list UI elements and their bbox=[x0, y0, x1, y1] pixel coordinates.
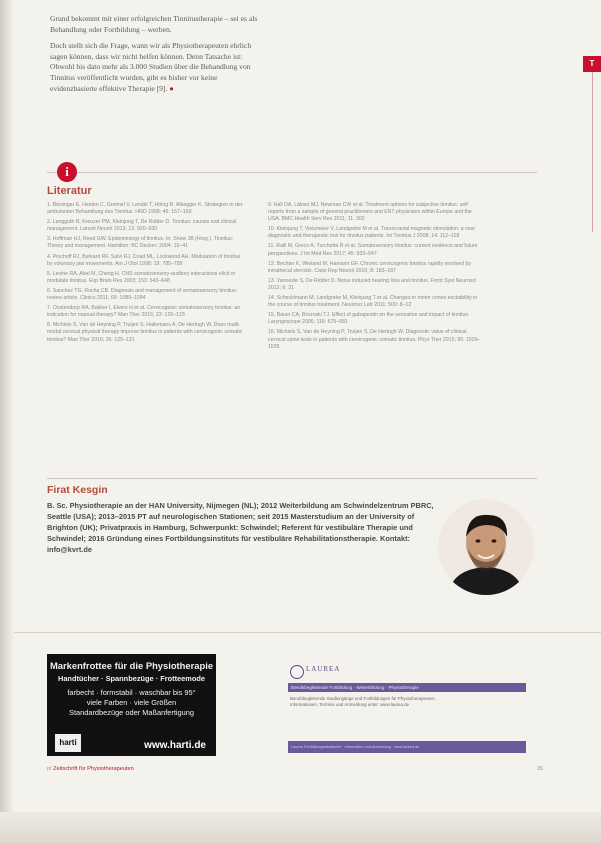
harti-feature-line: viele Farben · viele Größen bbox=[86, 698, 177, 707]
references-left-column bbox=[47, 202, 247, 347]
section-tab-line bbox=[592, 72, 593, 232]
laurea-body-line: Berufsbegleitende Studiengänge und Fortbildungen für Physiotherapeuten. bbox=[290, 696, 436, 701]
reference-item: 1. Biesinger E, Heiden C, Greimel V, Lendle T, Höing R, Albegger K. Strategien in der ambulanten Behandlung des Tinnitus. HNO 1998; 46: 157–169 bbox=[47, 202, 243, 216]
info-icon: i bbox=[57, 162, 77, 182]
reference-item: 10. Kleinjung T, Vielsmeier V, Landgrebe M et al. Transcranial magnetic stimulation: a new diagnostic and therapeutic tool for tinnitus patients. Int Tinnitus J 2008; 14: 112–118 bbox=[268, 226, 475, 240]
reference-item: 6. Sanchez TG, Rocha CB. Diagnosis and management of somatosensory tinnitus: review article. Clinics 2011; 66: 1089–1094 bbox=[47, 287, 238, 302]
reference-item: 7. Oostendorp RA, Bakker I, Elvers H et al. Cervicogenic somatosensory tinnitus: an indication for manual therapy? Man Ther 2016; 23: 120–123 bbox=[47, 305, 241, 319]
laurea-banner: Berufsbegleitende Fortbildung · Weiterbildung · Physiotherapie bbox=[288, 683, 526, 692]
intro-paragraph-2 bbox=[50, 41, 258, 94]
laurea-body-line: Informationen, Termine und Anmeldung unter: www.laurea.de bbox=[290, 702, 410, 708]
footer-journal-title: Zeitschrift für Physiotherapeuten bbox=[53, 766, 134, 772]
page-footer-left bbox=[47, 766, 134, 772]
harti-subhead: Handtücher · Spannbezüge · Frotteemode bbox=[57, 674, 205, 683]
author-bio: B. Sc. Physiotherapie an der HAN University, Nijmegen (NL); 2012 Weiterbildung am Schwindelzentrum PBRC, Seattle (USA); 2013–2015 PT auf neurologischen Stationen; seit 2015 Masterstudium an der University of Brighton (UK); Privatpraxis in Hamburg, Schwerpunkt: Schwindel; Referent für vestibuläre Therapie und Schwindel; 2016 Gründung eines Fortbildungsinstituts für vestibuläre Rehabilitationstherapie. Kontakt: info@kvrt.de bbox=[47, 501, 434, 554]
harti-logo: harti bbox=[55, 734, 81, 752]
reference-item: 8. Michiels S, Van de Heyning P, Truijen S, Hallemans A, De Hertogh W. Does multi-modal cervical physical therapy improve tinnitus in patients with cervicogenic somatic tinnitus? Man Ther 2016; 26: 125–131 bbox=[47, 322, 243, 343]
reference-item: 13. Vanneste S, De Ridder D. Noise induced hearing loss and tinnitus. Front Syst Neurosci 2012; 6: 31 bbox=[268, 277, 477, 291]
reference-item: 9. Hall DA, Láinez MJ, Newman CW et al. Treatment options for subjective tinnitus: self reports from a sample of general practitioners and ENT physicians within Europe and the USA. BMC Health Serv Res 2011; 11: 302 bbox=[268, 202, 472, 223]
footer-page-marker: pt bbox=[47, 766, 52, 772]
laurea-name: LAUREA bbox=[306, 665, 341, 673]
reference-item: 16. Michiels S, Van de Heyning P, Truijen S, De Hertogh W. Diagnostic value of clinical cervical spine tests in patients with cervicogenic somatic tinnitus. Phys Ther 2015; 95: 1529–1535 bbox=[268, 329, 481, 350]
ad-divider bbox=[14, 632, 601, 633]
reference-item: 5. Levine RA, Abel M, Cheng H. CNS somatosensory-auditory interactions elicit or modulate tinnitus. Exp Brain Res 2003; 153: 643–648 bbox=[47, 270, 236, 284]
literature-divider bbox=[47, 172, 537, 173]
literature-title: Literatur bbox=[47, 185, 92, 197]
harti-bottom-bar bbox=[53, 734, 210, 752]
laurea-body bbox=[290, 696, 524, 709]
reference-item: 11. Ralli M, Greco A, Turchetta R et al. Somatosensory tinnitus: current evidence and future perspectives. J Int Med Res 2017; 45: 933–947 bbox=[268, 243, 478, 257]
author-divider bbox=[47, 478, 537, 479]
intro-paragraph-1: Grund bekommt mit einer erfolgreichen Tinnitustherapie – sei es als Behandlung oder Fortbildung – werben. bbox=[50, 14, 258, 34]
author-portrait bbox=[438, 499, 534, 595]
end-mark-icon: ● bbox=[169, 83, 174, 93]
reference-item: 14. Schecklmann M, Landgrebe M, Kleinjung T et al. Changes in motor cortex excitability in the course of tinnitus treatment. Neurosci Lett 2011; 500: 8–12 bbox=[268, 295, 478, 309]
section-tab: T bbox=[583, 56, 601, 72]
harti-feature-line: farbecht · formstabil · waschbar bis 95° bbox=[67, 688, 196, 697]
harti-headline: Markenfrottee für die Physiotherapie bbox=[49, 660, 214, 671]
reference-item: 2. Langguth B, Kreuzer PM, Kleinjung T, De Ridder D. Tinnitus: causes and clinical management. Lancet Neurol 2013; 12: 920–930 bbox=[47, 219, 237, 233]
page-bottom-shadow bbox=[0, 812, 601, 843]
laurea-logo-icon bbox=[290, 665, 304, 679]
harti-feature-line: Standardbezüge oder Maßanfertigung bbox=[69, 708, 194, 717]
reference-item: 4. Pinchoff RJ, Burkard RF, Salvi RJ, Coad ML, Lockwood AH. Modulation of tinnitus by voluntary jaw movements. Am J Otol 1998; 19: 785–789 bbox=[47, 253, 241, 267]
reference-item: 12. Bechter K, Wieland M, Hamann GF. Chronic cervicogenic tinnitus rapidly resolved by intrathecal steroids. Case Rep Neurol 2016; 8: 183–187 bbox=[268, 260, 471, 274]
author-name: Firat Kesgin bbox=[47, 484, 108, 496]
harti-advertisement[interactable] bbox=[47, 654, 216, 756]
references-right-column bbox=[268, 202, 483, 354]
page-number: 35 bbox=[537, 766, 544, 772]
harti-features bbox=[47, 688, 216, 718]
laurea-advertisement[interactable] bbox=[286, 661, 526, 761]
intro-paragraph-2-text: Doch stellt sich die Frage, wann wir als Physiotherapeuten ehrlich sagen können, dass wir nicht helfen können. Denn Tatsache ist: Obwohl bis dato mehr als 3.000 Studien über die Behandlung von Tinnitus veröffentlicht wurden, gibt es bisher vor keine evidenzbasierte effektive Therapie [9]. bbox=[50, 41, 252, 93]
reference-item: 3. Hoffman HJ, Reed GW. Epidemiology of tinnitus. In: Snow JB (Hrsg.). Tinnitus: Theory and management. Hamilton: BC Decker; 2004: 16–41 bbox=[47, 236, 234, 250]
harti-url-link[interactable]: www.harti.de bbox=[144, 740, 206, 751]
page-edge-shadow bbox=[0, 0, 14, 843]
reference-item: 15. Bauer CA, Brozoski TJ. Effect of gabapentin on the sensation and impact of tinnitus. Laryngoscope 2006; 116: 675–681 bbox=[268, 312, 470, 326]
laurea-footer-bar: Laurea Fortbildungsakademie · Information und Anmeldung · www.laurea.de bbox=[288, 741, 526, 753]
intro-text bbox=[50, 14, 258, 100]
